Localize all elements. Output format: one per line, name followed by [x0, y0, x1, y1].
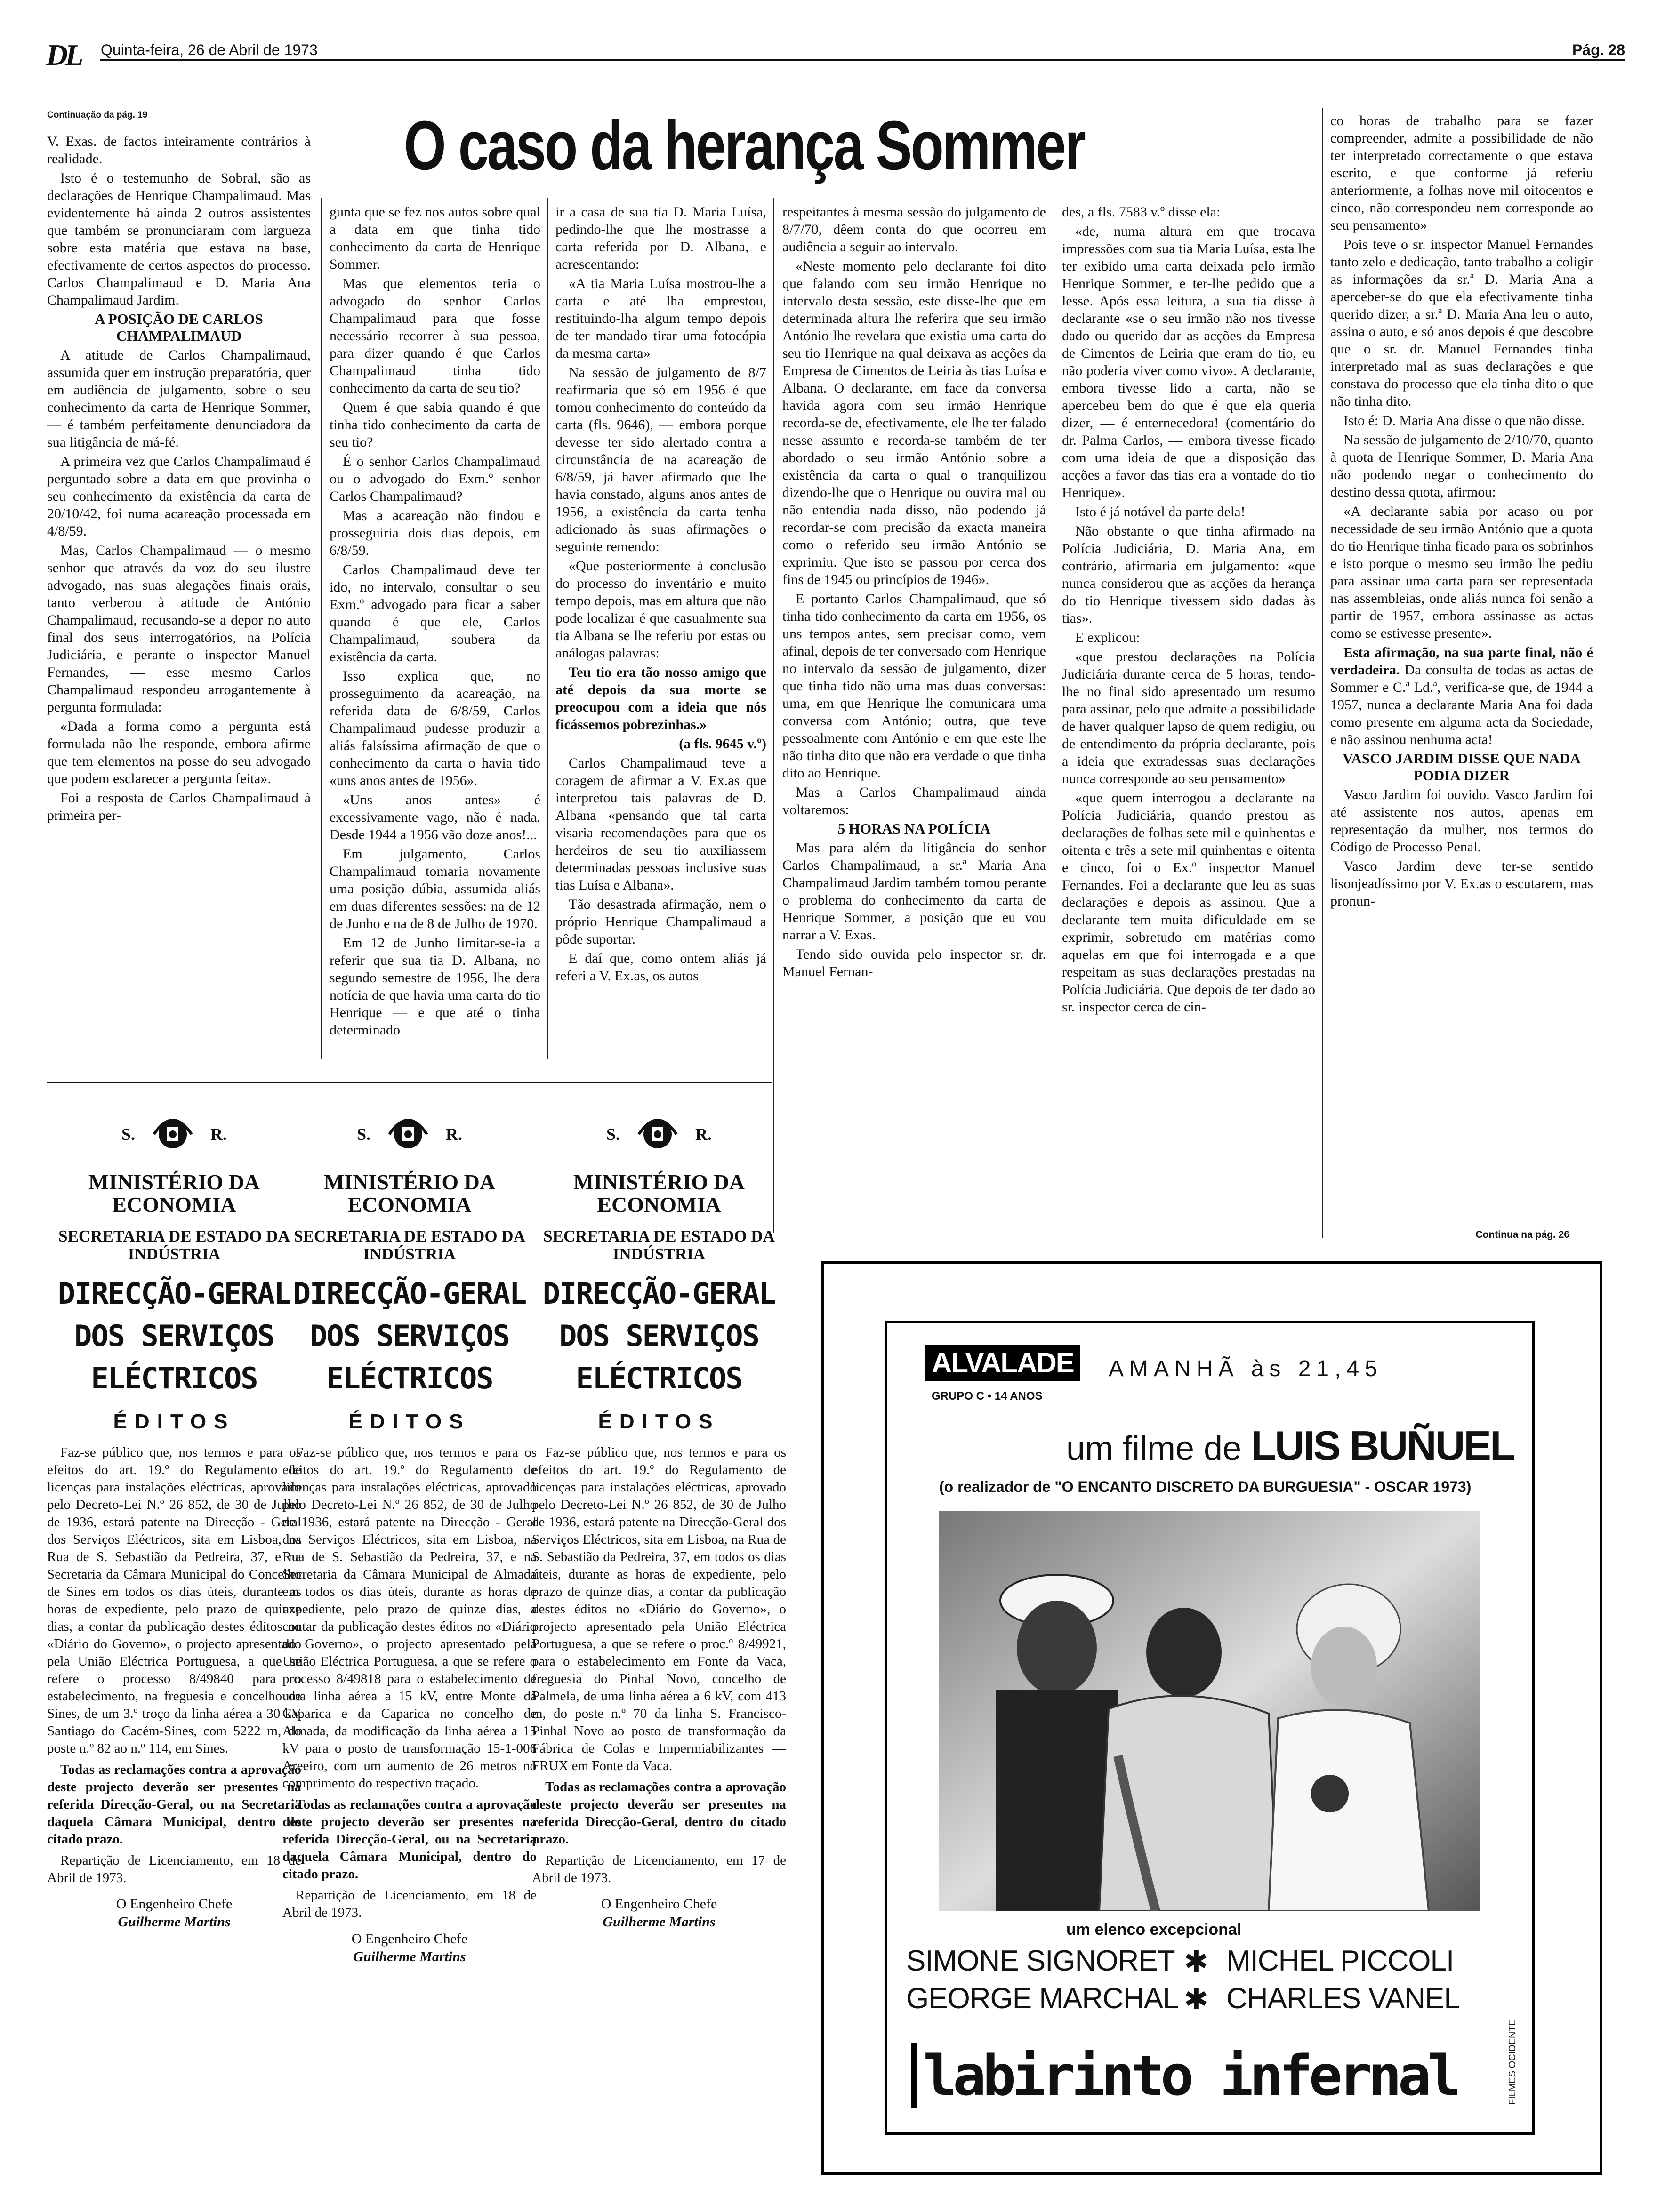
subheading: A POSIÇÃO DE CARLOS CHAMPALIMAUD	[95, 311, 263, 344]
notice-text: Faz-se público que, nos termos e para os efeitos do art. 19.º do Regulamento de licenças para instalações eléctricas, aprovado pelo Decreto-Lei N.º 26 852, de 30 de Julho de 1936, estará patente na Direcção - Geral dos Serviços Eléctricos, sita em Lisboa, na Rua de S. Sebastião da Pedreira, 37, e na Secretaria da Câmara Municipal de Almada em todos os dias úteis, durante as horas de expediente, pelo prazo de quinze dias, a contar da publicação destes éditos no «Diário do Governo», o projecto apresentado pela União Eléctrica Portuguesa, a que se refere o processo 8/49818 para o estabelecimento de uma linha aérea a 15 kV, entre Monte da Caparica e da Caparica no concelho de Almada, da modificação da linha aérea a 15 kV para o posto de transformação 15-1-006 Areeiro, com um aumento de 26 metros no comprimento do respectivo traçado.	[282, 1445, 537, 1791]
director-name: LUIS BUÑUEL	[1251, 1422, 1514, 1469]
seal-letter: S.	[606, 1125, 620, 1144]
notice-heading: ÉDITOS	[113, 1410, 235, 1433]
coat-of-arms	[47, 1106, 301, 1162]
directorate-line: ELÉCTRICOS	[576, 1361, 742, 1395]
notice-heading: ÉDITOS	[348, 1410, 471, 1433]
paragraph: Carlos Champalimaud teve a coragem de afirmar a V. Ex.as que interpretou tais palavras de D. Albana «pensando que tal carta visaria recomendações para que os herdeiros de seu tio auxiliassem determinadas pessoas inclusive suas tias Luísa e Albana».	[555, 755, 766, 893]
paragraph: «A declarante sabia por acaso ou por necessidade de seu irmão António que a quota do tio Henrique tinha ficado para os sobrinhos e isto porque o mesmo seu irmão lhe pediu para assinar uma carta para ser representada nas assembleias, onde aliás nunca foi senão a partir de 1957, embora assinasse as actas como se estivesse presente».	[1330, 504, 1593, 641]
coat-of-arms	[532, 1106, 786, 1162]
directorate-name	[532, 1273, 786, 1400]
notice-text: Faz-se público que, nos termos e para os efeitos do art. 19.º do Regulamento de licenças para instalações eléctricas, aprovado pelo Decreto-Lei N.º 26 852, de 30 de Julho de 1936, estará patente na Direcção - Geral dos Serviços Eléctricos, sita em Lisboa, na Rua de S. Sebastião da Pedreira, 37, e na Secretaria da Câmara Municipal do Concelho de Sines em todos os dias úteis, durante as horas de expediente, pelo prazo de quinze dias, a contar da publicação destes éditos no «Diário do Governo», o projecto apresentado pela União Eléctrica Portuguesa, a que se refere o processo 8/49840 para o estabelecimento, na freguesia e concelho de Sines, de um 3.º troço da linha aérea a 30 kV Santiago do Cacém-Sines, com 5222 m, do poste n.º 82 ao n.º 114, em Sines.	[47, 1445, 301, 1756]
paragraph: Pois teve o sr. inspector Manuel Fernandes tanto zelo e dedicação, tanto trabalho a coligir as informações da sr.ª D. Maria Ana a aperceber-se do que ela efectivamente tinha querido dizer, a sr.ª D. Maria Ana leu o auto, assina o auto, e só anos depois é que descobre que o sr. dr. Manuel Fernandes tinha interpretado mal as suas declarações e que constava do processo que ela tinha dito o que não tinha dito.	[1330, 237, 1593, 409]
seal-letter: R.	[695, 1125, 712, 1144]
paragraph: des, a fls. 7583 v.º disse ela:	[1062, 204, 1221, 220]
paragraph: Em 12 de Junho limitar-se-ia a referir que sua tia D. Albana, no segundo semestre de 1956, lhe dera notícia de que havia uma carta do tio Henrique — e que até o tinha determinado	[330, 935, 540, 1038]
directorate-line: ELÉCTRICOS	[326, 1361, 493, 1395]
paragraph: Isto é: D. Maria Ana disse o que não disse.	[1343, 413, 1585, 428]
paragraph: gunta que se fez nos autos sobre qual a data em que tinha tido conhecimento da carta de Henrique Sommer.	[330, 204, 540, 272]
notice-body	[532, 1444, 786, 1887]
seal-letter: S.	[121, 1125, 136, 1144]
citation: (a fls. 9645 v.º)	[679, 736, 766, 752]
paragraph: E explicou:	[1075, 630, 1140, 645]
secretariat-name: SECRETARIA DE ESTADO DA INDÚSTRIA	[58, 1227, 290, 1263]
subheading: VASCO JARDIM DISSE QUE NADA PODIA DIZER	[1343, 750, 1581, 784]
column-divider	[1322, 108, 1323, 1238]
paragraph: Mas, Carlos Champalimaud — o mesmo senhor que através da voz do seu ilustre advogado, nas suas alegações finais orais, tanto verberou à atitude de António Champalimaud, recusando-se a depor no auto final dos seus interrogatórios, na Polícia Judiciária, e perante o inspector Manuel Fernandes, — esse mesmo Carlos Champalimaud respondeu arrogantemente à pergunta formulada:	[47, 543, 311, 715]
film-credit	[1066, 1422, 1514, 1470]
directorate-line: DOS SERVIÇOS	[74, 1319, 274, 1353]
signer-name: Guilherme Martins	[118, 1914, 231, 1930]
paragraph: A primeira vez que Carlos Champalimaud é perguntado sobre a data em que provinha o seu conhecimento da existência da carta de 20/10/42, foi numa acareação processada em 4/8/59.	[47, 454, 311, 539]
page-number: Pág. 28	[1572, 41, 1625, 58]
showtime: AMANHÃ às 21,45	[1109, 1356, 1383, 1381]
paragraph: «Dada a forma como a pergunta está formulada não lhe responde, embora afirme que tem elementos na posse do seu advogado que podem esclarecer a pergunta feita».	[47, 719, 311, 786]
signature-block	[47, 1895, 301, 1931]
film-title: labirinto infernal	[911, 2043, 1457, 2108]
notice-body	[47, 1444, 301, 1887]
age-rating: GRUPO C • 14 ANOS	[932, 1390, 1043, 1403]
republic-seal-icon	[149, 1111, 196, 1158]
paragraph: «de, numa altura em que trocava impressões com sua tia Maria Luísa, esta lhe ter exibido uma carta deixada pelo irmão Henrique Sommer, e ter-lhe pedido que a lesse. Após essa leitura, a sua tia disse à declarante «se o seu irmão não nos tivesse dado ou querido dar as acções da Empresa de Cimentos de Leiria que eram do tio, eu não poderia viver como vivo». A declarante, embora tivesse lido a carta, não se apercebeu bem do que é que ela queria dizer, — é enternecedora! (comentário do dr. Palma Carlos, — embora tivesse ficado com uma ideia de que a disposição das acções a favor das tias era a vontade do tio Henrique».	[1062, 224, 1315, 500]
paragraph: Em julgamento, Carlos Champalimaud tomaria novamente uma posição dúbia, assumida aliás em duas diferentes sessões: na de 12 de Junho e na de 8 de Julho de 1970.	[330, 846, 540, 931]
cast-member: GEORGE MARCHAL	[906, 1982, 1179, 2015]
paragraph: Na sessão de julgamento de 2/10/70, quanto à quota de Henrique Sommer, D. Maria Ana não podendo negar o conhecimento do destino dessa quota, afirmou:	[1330, 432, 1593, 500]
cast-separator: ✱	[1184, 1983, 1208, 2016]
paragraph: «Uns anos antes» é excessivamente vago, não é nada. Desde 1944 a 1956 vão doze anos!...	[330, 792, 540, 842]
paragraph: Mas a acareação não findou e prosseguiria dois dias depois, em 6/8/59.	[330, 508, 540, 558]
notice-claims: Todas as reclamações contra a aprovação deste projecto deverão ser presentes na referida Direcção-Geral, ou na Secretaria daquela Câmara Municipal, dentro do citado prazo.	[47, 1762, 301, 1847]
directorate-line: DOS SERVIÇOS	[310, 1319, 509, 1353]
secretariat-name: SECRETARIA DE ESTADO DA INDÚSTRIA	[294, 1227, 525, 1263]
seal-letter: R.	[210, 1125, 227, 1144]
notice-text: Faz-se público que, nos termos e para os efeitos do art. 19.º do Regulamento de licenças para instalações eléctricas, aprovado pelo Decreto-Lei N.º 26 852, de 30 de Julho de 1936, estará patente na Direcção-Geral dos Serviços Eléctricos, sita em Lisboa, na Rua de S. Sebastião da Pedreira, 37, em todos os dias úteis, durante as horas de expediente, pelo prazo de quinze dias, a contar da publicação destes éditos no «Diário do Governo», o projecto apresentado pela União Eléctrica Portuguesa, a que se refere o proc.º 8/49921, para o estabelecimento em Fonte da Vaca, freguesia do Pinhal Novo, concelho de Palmela, de uma linha aérea a 6 kV, com 413 m, do poste n.º 70 da linha S. Francisco-Pinhal Novo ao posto de transformação da Fábrica de Colas e Impermiabilizantes — FRUX em Fonte da Vaca.	[532, 1445, 786, 1773]
notice-date: Repartição de Licenciamento, em 17 de Abril de 1973.	[532, 1853, 786, 1885]
paragraph: co horas de trabalho para se fazer compreender, admite a possibilidade de não ter interpretado correctamente o que estava escrito, e que conforme já referiu anteriormente, a folhas nove mil oitocentos e cinco, não correspondeu nem corresponde ao seu pensamento»	[1330, 113, 1593, 233]
ministry-name: MINISTÉRIO DA ECONOMIA	[573, 1170, 745, 1217]
paragraph: «Neste momento pelo declarante foi dito que falando com seu irmão Henrique no intervalo desta sessão, este disse-lhe que em determinada altura lhe referira que seu irmão António lhe revelara que existia uma carta do seu tio Henrique na qual deixava as acções da Empresa de Cimentos de Leiria às tias Luísa e Albana. O declarante, em face da conversa havida agora com seu irmão Henrique recorda-se de, efectivamente, ele lhe ter falado nesse assunto e recorda-se também de ter abordado o seu irmão António sobre a existência da carta o qual o tranquilizou dizendo-lhe que o Henrique ou ouvira mal ou não entendia nada disso, não podendo já recordar-se com precisão da exacta maneira como o referido seu irmão António se exprimiu. Que isto se passou por cerca dos fins de 1945 ou princípios de 1946».	[782, 258, 1046, 587]
ministry-name: MINISTÉRIO DA ECONOMIA	[88, 1170, 260, 1217]
legal-notice-2	[282, 1106, 537, 1966]
notice-body	[282, 1444, 537, 1922]
paragraph: A atitude de Carlos Champalimaud, assumida quer em instrução preparatória, quer em audiência de julgamento, sobre o seu conhecimento da carta de Henrique Sommer, — é também perfeitamente denunciadora da sua litigância de má-fé.	[47, 347, 311, 450]
film-by-label: um filme de	[1066, 1430, 1242, 1467]
article-column-5	[1062, 203, 1315, 1018]
paragraph: É o senhor Carlos Champalimaud ou o advogado do Exm.º senhor Carlos Champalimaud?	[330, 454, 540, 504]
cinema-name: ALVALADE	[925, 1345, 1080, 1381]
notice-heading: ÉDITOS	[598, 1410, 720, 1433]
paragraph: Mas para além da litigância do senhor Carlos Champalimaud, a sr.ª Maria Ana Champalimaud Jardim também tomou perante o problema do conhecimento da carta de Henrique Sommer, a posição que eu vou narrar a V. Exas.	[782, 840, 1046, 943]
paragraph: Tão desastrada afirmação, nem o próprio Henrique Champalimaud a pôde suportar.	[555, 897, 766, 947]
cast-member: SIMONE SIGNORET	[906, 1945, 1175, 1977]
legal-notice-3	[532, 1106, 786, 1931]
paragraph: respeitantes à mesma sessão do julgamento de 8/7/70, dêem conta do que ocorreu em audiência a seguir ao intervalo.	[782, 204, 1046, 255]
continued-to: Continua na pág. 26	[1475, 1229, 1569, 1240]
notice-claims: Todas as reclamações contra a aprovação deste projecto deverão ser presentes na referida Direcção-Geral, ou na Secretaria daquela Câmara Municipal, dentro do citado prazo.	[282, 1797, 537, 1882]
paragraph: Quem é que sabia quando é que tinha tido conhecimento da carta de seu tio?	[330, 400, 540, 450]
article-column-3	[555, 203, 766, 986]
paragraph: Tendo sido ouvida pelo inspector sr. dr. Manuel Fernan-	[782, 946, 1046, 979]
paragraph: Carlos Champalimaud deve ter ido, no intervalo, consultar o seu Exm.º advogado para ficar a saber quando é que ele, Carlos Champalimaud, soubera da existência da carta.	[330, 562, 540, 665]
paragraph: Na sessão de julgamento de 8/7 reafirmaria que só em 1956 é que tomou conhecimento do conteúdo da carta (fls. 9646), — embora porque devesse ter sido alertado contra a circunstância de na acareação de 6/8/59, já haver afirmado que lhe havia constado, alguns anos antes de 1956, a existência da carta tenha adicionado às suas afirmações o seguinte remendo:	[555, 365, 766, 554]
cinema-advertisement	[821, 1261, 1602, 2175]
distributor-name: FILMES OCIDENTE	[1507, 2020, 1518, 2105]
cast-member: MICHEL PICCOLI	[1226, 1945, 1454, 1977]
paragraph	[1330, 644, 1593, 748]
paragraph: E daí que, como ontem aliás já referi a V. Ex.as, os autos	[555, 951, 766, 984]
paragraph: Isto é o testemunho de Sobral, são as declarações de Henrique Champalimaud. Mas evidentemente há ainda 2 outros assistentes que também se pronunciaram com largueza sobre esta matéria que estava na base, efectivamente de certos aspectos do processo. Carlos Champalimaud e D. Maria Ana Champalimaud Jardim.	[47, 170, 311, 308]
directorate-name	[282, 1273, 537, 1400]
ministry-name: MINISTÉRIO DA ECONOMIA	[323, 1170, 496, 1217]
paragraph: V. Exas. de factos inteiramente contrários à realidade.	[47, 134, 311, 167]
republic-seal-icon	[385, 1111, 432, 1158]
page-title: O caso da herança Sommer	[404, 107, 1085, 184]
signature-block	[532, 1895, 786, 1931]
coat-of-arms	[282, 1106, 537, 1162]
continued-from: Continuação da pág. 19	[47, 110, 148, 120]
directorate-line: DIRECÇÃO-GERAL	[57, 1276, 291, 1311]
article-column-4	[782, 203, 1046, 982]
dateline: Quinta-feira, 26 de Abril de 1973	[101, 41, 318, 58]
signer-title: O Engenheiro Chefe	[351, 1931, 468, 1947]
signer-title: O Engenheiro Chefe	[601, 1896, 717, 1912]
notice-date: Repartição de Licenciamento, em 18 de Abril de 1973.	[282, 1888, 537, 1920]
column-divider	[321, 198, 322, 1059]
cast-intro: um elenco excepcional	[1066, 1921, 1242, 1939]
seal-letter: R.	[446, 1125, 463, 1144]
masthead-logo: DL	[46, 38, 81, 72]
secretariat-name: SECRETARIA DE ESTADO DA INDÚSTRIA	[543, 1227, 775, 1263]
paragraph: Vasco Jardim deve ter-se sentido lisonjeadíssimo por V. Ex.as o escutarem, mas pronun-	[1330, 858, 1593, 909]
paragraph: Foi a resposta de Carlos Champalimaud à primeira per-	[47, 790, 311, 823]
paragraph: Isso explica que, no prosseguimento da acareação, na referida data de 6/8/59, Carlos Champalimaud pudesse produzir a aliás falsíssima afirmação de que o conhecimento da carta o havia tido «uns anos antes de 1956».	[330, 668, 540, 788]
cast-separator: ✱	[1184, 1946, 1208, 1978]
header-rule	[100, 59, 1625, 61]
directorate-line: DIRECÇÃO-GERAL	[293, 1276, 526, 1311]
signer-name: Guilherme Martins	[353, 1949, 466, 1964]
paragraph: ir a casa de sua tia D. Maria Luísa, pedindo-lhe que lhe mostrasse a carta referida por D. Albana, e acrescentando:	[555, 204, 766, 272]
section-rule	[47, 1082, 772, 1083]
column-divider	[547, 198, 548, 1059]
signature-block	[282, 1930, 537, 1966]
paragraph-text: Da consulta de todas as actas de Sommer e C.ª Ld.ª, verifica-se que, de 1944 a 1957, nunca a declarante Maria Ana foi dada como presente em alguma acta da Sociedade, e não assinou nenhuma acta!	[1330, 662, 1593, 747]
paragraph: Mas a Carlos Champalimaud ainda voltaremos:	[782, 785, 1046, 817]
directorate-name	[47, 1273, 301, 1400]
article-column-6	[1330, 112, 1593, 912]
directorate-line: ELÉCTRICOS	[91, 1361, 257, 1395]
signer-name: Guilherme Martins	[603, 1914, 716, 1930]
legal-notice-1	[47, 1106, 301, 1931]
article-column-2	[330, 203, 540, 1041]
paragraph: Isto é já notável da parte dela!	[1075, 504, 1246, 520]
signer-title: O Engenheiro Chefe	[116, 1896, 233, 1912]
quote-bold: Teu tio era tão nosso amigo que até depois da sua morte se preocupou com a ideia que nós ficássemos pobrezinhas.»	[555, 665, 766, 732]
subheading: 5 HORAS NA POLÍCIA	[837, 820, 991, 837]
article-column-1	[47, 133, 311, 826]
cast-member: CHARLES VANEL	[1226, 1982, 1460, 2015]
directorate-line: DIRECÇÃO-GERAL	[542, 1276, 776, 1311]
directorate-line: DOS SERVIÇOS	[559, 1319, 759, 1353]
notice-claims: Todas as reclamações contra a aprovação deste projecto deverão ser presentes na referida Direcção-Geral, dentro do citado prazo.	[532, 1779, 786, 1847]
paragraph: «A tia Maria Luísa mostrou-lhe a carta e até lha emprestou, restituindo-lha algum tempo depois de ter mandado tirar uma fotocópia da mesma carta»	[555, 276, 766, 361]
paragraph: Não obstante o que tinha afirmado na Polícia Judiciária, D. Maria Ana, em contrário, afirmaria em julgamento: «que nunca considerou que as acções da herança do tio Henrique tivessem sido dadas às tias».	[1062, 523, 1315, 626]
paragraph: «que prestou declarações na Polícia Judiciária durante cerca de 5 horas, tendo-lhe no final sido apresentado um resumo para assinar, pelo que admite a possibilidade de haver qualquer lapso de quem redigiu, ou de entendimento da própria declarante, pois a ideia que extradessas suas declarações nunca corresponde ao seu pensamento»	[1062, 649, 1315, 786]
paragraph: E portanto Carlos Champalimaud, que só tinha tido conhecimento da carta em 1956, os uns tempos antes, sem precisar como, vem afinal, depois de ter conversado com Henrique no intervalo da sessão de julgamento, dizer que tinha tido não uma mas duas conversas: uma, em que Henrique lhe comunicara uma conversa com António; outra, que teve pessoalmente com António e em que este lhe não tinha dito que não era verdade o que tinha dito ao Henrique.	[782, 591, 1046, 781]
director-tagline: (o realizador de "O ENCANTO DISCRETO DA BURGUESIA" - OSCAR 1973)	[939, 1478, 1472, 1495]
notice-date: Repartição de Licenciamento, em 18 de Abril de 1973.	[47, 1853, 301, 1885]
paragraph: «Que posteriormente à conclusão do processo do inventário e muito tempo depois, mas em altura que não pode localizar é que casualmente sua tia Albana se lhe referiu por estas ou análogas palavras:	[555, 558, 766, 661]
seal-letter: S.	[356, 1125, 371, 1144]
film-still-image	[939, 1511, 1480, 1911]
paragraph: Mas que elementos teria o advogado do senhor Carlos Champalimaud para que fosse necessário recorrer à sua pessoa, para dizer quando é que Carlos Champalimaud tinha tido conhecimento da carta de seu tio?	[330, 276, 540, 396]
ad-frame	[885, 1321, 1535, 2135]
column-divider	[773, 198, 774, 1233]
paragraph: Vasco Jardim foi ouvido. Vasco Jardim foi até assistente nos autos, apenas em representação da mulher, nos termos do Código de Processo Penal.	[1330, 787, 1593, 855]
bold-lead: Esta afirmação, na sua parte final, não é verdadeira.	[1330, 645, 1593, 678]
paragraph: «que quem interrogou a declarante na Polícia Judiciária, quando prestou as declarações de folhas sete mil e quinhentas e oitenta e três a sete mil quinhentas e oitenta e cinco, foi o Ex.º inspector Manuel Fernandes. Foi a declarante que leu as suas declarações e depois as assinou. Que a declarante tem muita dificuldade em se exprimir, sobretudo em matérias como aquelas em que foi interrogada e a que respeitam as suas declarações prestadas na Polícia Judiciária. Que depois de ter dado ao sr. inspector cerca de cin-	[1062, 790, 1315, 1015]
republic-seal-icon	[634, 1111, 681, 1158]
